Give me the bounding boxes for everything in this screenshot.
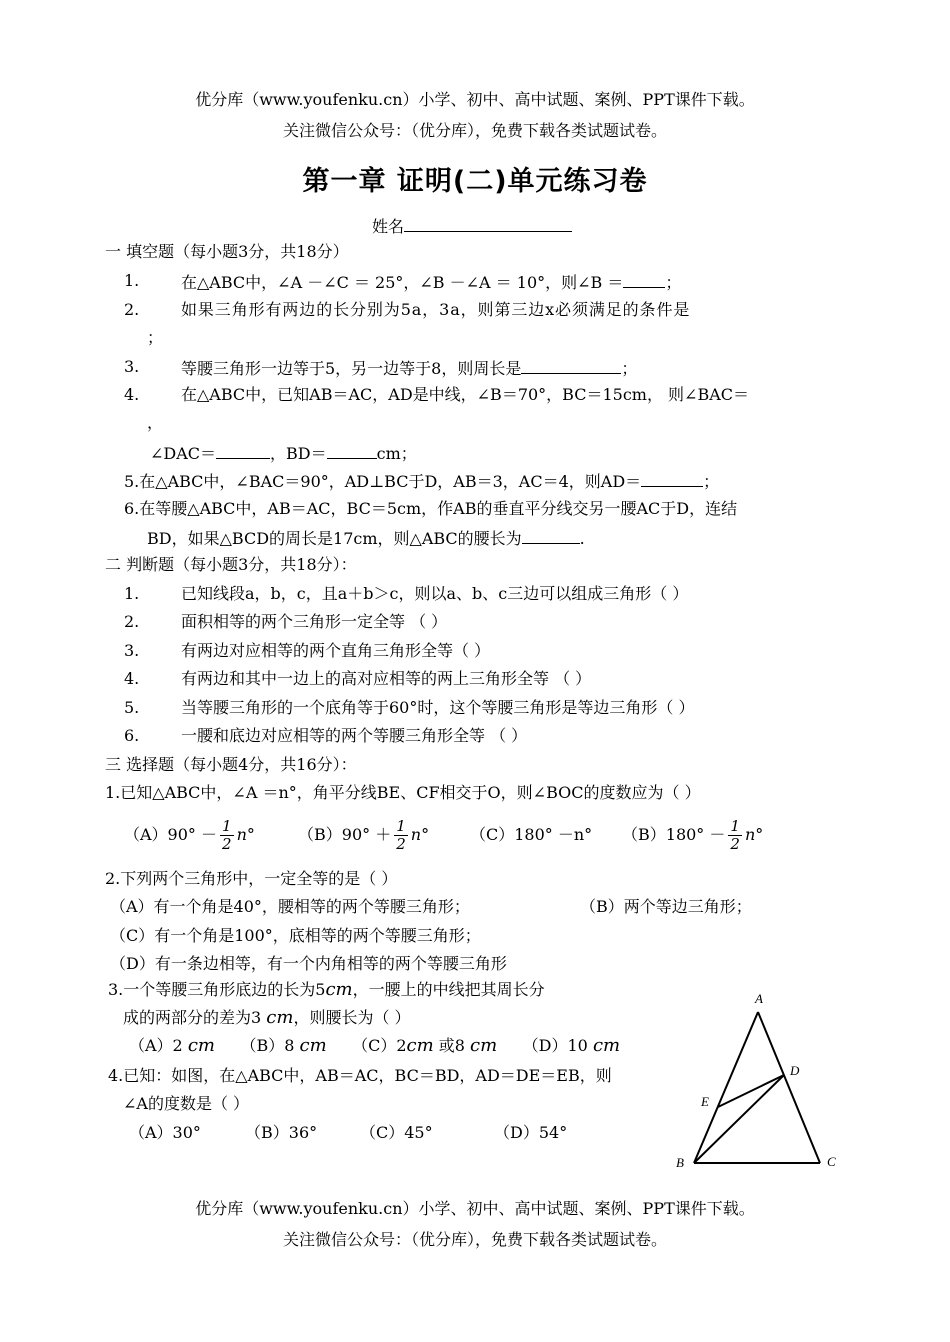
unit-cm: cm bbox=[187, 1035, 215, 1056]
unit-cm: cm bbox=[470, 1035, 498, 1056]
label-d: D bbox=[790, 1063, 800, 1078]
s3-q4-option-b: （B）36° bbox=[245, 1123, 318, 1142]
s3-q2-stem: 2.下列两个三角形中，一定全等的是（ ） bbox=[105, 869, 398, 888]
footer-line-2: 关注微信公众号：（优分库），免费下载各类试题试卷。 bbox=[282, 1230, 667, 1249]
unit-cm: cm bbox=[325, 979, 353, 1000]
s3-q3-line2 bbox=[123, 1006, 411, 1030]
s3-q3-stem-b: ，一腰上的中线把其周长分 bbox=[352, 980, 545, 999]
s1-q5 bbox=[124, 470, 719, 492]
unit-cm: cm bbox=[406, 1035, 434, 1056]
s2-item-1-text: 已知线段a，b，c，且a＋b＞c，则以a、b、c三边可以组成三角形（ ） bbox=[181, 584, 689, 603]
label-b: B bbox=[676, 1155, 684, 1170]
s1-q4-dac-blank bbox=[216, 442, 270, 459]
s3-q1-option-c: （C）180° －n° bbox=[470, 825, 593, 844]
unit-cm: cm bbox=[299, 1035, 327, 1056]
section3-heading: 三 选择题（每小题4分，共16分）： bbox=[105, 755, 357, 774]
s3-q4-option-a: （A）30° bbox=[129, 1123, 201, 1142]
s1-q4-bd-blank bbox=[327, 442, 377, 459]
section2-heading: 二 判断题（每小题3分，共18分）： bbox=[105, 555, 357, 574]
label-c: C bbox=[827, 1154, 836, 1169]
s1-q1 bbox=[181, 271, 681, 293]
s2-item-3-number: 3. bbox=[124, 641, 140, 660]
name-label: 姓名 bbox=[372, 217, 405, 236]
s1-q5-text: 5.在△ABC中，∠BAC＝90°，AD⊥BC于D，AB＝3，AC＝4，则AD＝ bbox=[124, 472, 642, 491]
side-ab bbox=[694, 1012, 758, 1163]
s3-q1-opt-a-prefix: （A）90° － bbox=[124, 825, 218, 844]
s2-item-3-text: 有两边对应相等的两个直角三角形全等（ ） bbox=[181, 641, 491, 660]
segment-bd bbox=[694, 1075, 784, 1163]
s2-item-5-text: 当等腰三角形的一个底角等于60°时，这个等腰三角形是等边三角形（ ） bbox=[181, 698, 695, 717]
s3-q3-options bbox=[129, 1034, 620, 1058]
s3-q2-option-c: （C）有一个角是100°，底相等的两个等腰三角形； bbox=[110, 926, 481, 945]
degree-sign: ° bbox=[246, 825, 255, 844]
s3-q2-option-b: （B）两个等边三角形； bbox=[580, 897, 752, 916]
s1-q5-blank bbox=[641, 470, 703, 487]
s1-q4-unit: cm； bbox=[376, 444, 417, 463]
s2-item-6-number: 6. bbox=[124, 726, 140, 745]
s2-item-2-text: 面积相等的两个三角形一定全等 （ ） bbox=[181, 612, 448, 631]
s1-q6-line2 bbox=[147, 527, 585, 549]
s3-q1-option-b bbox=[298, 813, 429, 857]
s3-q4-option-c: （C）45° bbox=[360, 1123, 433, 1142]
s1-q6-line2-text: BD，如果△BCD的周长是17cm，则△ABC的腰长为 bbox=[147, 529, 522, 548]
s3-q3-opt-b: （B）8 bbox=[240, 1036, 295, 1055]
s2-item-4-text: 有两边和其中一边上的高对应相等的两上三角形全等 （ ） bbox=[181, 669, 592, 688]
s2-item-1-number: 1. bbox=[124, 584, 140, 603]
s1-q4-number: 4. bbox=[124, 385, 140, 404]
s1-q4-line2 bbox=[150, 442, 417, 464]
s2-item-2-number: 2. bbox=[124, 612, 140, 631]
var-n: n bbox=[410, 825, 422, 844]
page-title: 第一章 证明(二)单元练习卷 bbox=[302, 166, 648, 197]
s1-q5-end: ； bbox=[703, 472, 720, 491]
fraction-denominator: 2 bbox=[222, 835, 232, 853]
s1-q1-end: ； bbox=[665, 273, 682, 292]
fraction-denominator: 2 bbox=[396, 835, 406, 853]
footer-line-1: 优分库（www.youfenku.cn）小学、初中、高中试题、案例、PPT课件下载。 bbox=[195, 1199, 755, 1218]
var-n: n bbox=[744, 825, 756, 844]
s1-q6-end: . bbox=[579, 529, 585, 548]
s3-q3-line2-b: ，则腰长为（ ） bbox=[293, 1008, 411, 1027]
s1-q3 bbox=[181, 357, 637, 379]
s1-q3-blank bbox=[521, 357, 621, 374]
s1-q4-cont: ， bbox=[147, 413, 164, 432]
fraction-half bbox=[728, 818, 742, 853]
s3-q1-opt-d-prefix: （B）180° － bbox=[622, 825, 726, 844]
s2-item-4-number: 4. bbox=[124, 669, 140, 688]
fraction-numerator: 1 bbox=[222, 817, 232, 835]
s1-q1-number: 1. bbox=[124, 271, 140, 290]
s1-q3-text: 等腰三角形一边等于5，另一边等于8，则周长是 bbox=[181, 359, 522, 378]
s3-q4-option-d: （D）54° bbox=[494, 1123, 568, 1142]
s3-q3-stem-a: 3.一个等腰三角形底边的长为5 bbox=[108, 980, 326, 999]
label-e: E bbox=[701, 1094, 709, 1109]
degree-sign: ° bbox=[755, 825, 764, 844]
s3-q1-option-d bbox=[622, 813, 763, 857]
header-line-2: 关注微信公众号：（优分库），免费下载各类试题试卷。 bbox=[282, 121, 667, 140]
s3-q1-stem: 1.已知△ABC中，∠A ＝n°，角平分线BE、CF相交于O，则∠BOC的度数应为（ ） bbox=[105, 783, 701, 802]
s1-q1-blank bbox=[623, 271, 665, 288]
fraction-numerator: 1 bbox=[730, 817, 740, 835]
s2-item-6-text: 一腰和底边对应相等的两个等腰三角形全等 （ ） bbox=[181, 726, 528, 745]
degree-sign: ° bbox=[421, 825, 430, 844]
s3-q4-line2: ∠A的度数是（ ） bbox=[123, 1094, 250, 1113]
s1-q2-number: 2. bbox=[124, 300, 140, 319]
s1-q4-bd-label: ，BD＝ bbox=[270, 444, 327, 463]
s3-q3-opt-d: （D）10 bbox=[522, 1036, 588, 1055]
s3-q3-opt-c: （C）2 bbox=[352, 1036, 407, 1055]
unit-cm: cm bbox=[266, 1007, 294, 1028]
fraction-denominator: 2 bbox=[730, 835, 740, 853]
name-field bbox=[372, 215, 572, 237]
s1-q6-blank bbox=[522, 527, 580, 544]
s2-item-5-number: 5. bbox=[124, 698, 140, 717]
s1-q4-text: 在△ABC中，已知AB＝AC，AD是中线，∠B＝70°，BC＝15cm， 则∠BAC＝ bbox=[181, 385, 750, 404]
section1-heading: 一 填空题（每小题3分，共18分） bbox=[105, 242, 349, 261]
side-ac bbox=[758, 1012, 820, 1163]
s3-q2-option-d: （D）有一条边相等，有一个内角相等的两个等腰三角形 bbox=[110, 954, 507, 973]
s1-q3-end: ； bbox=[621, 359, 638, 378]
s1-q6-text: 6.在等腰△ABC中，AB＝AC，BC＝5cm，作AB的垂直平分线交另一腰AC于D，连结 bbox=[124, 499, 738, 518]
s3-q4-stem: 4.已知：如图，在△ABC中，AB＝AC，BC＝BD，AD＝DE＝EB，则 bbox=[108, 1066, 612, 1085]
fraction-half bbox=[220, 818, 234, 853]
s3-q3-line2-a: 成的两部分的差为3 bbox=[123, 1008, 262, 1027]
fraction-numerator: 1 bbox=[396, 817, 406, 835]
s3-q1-option-a bbox=[124, 813, 255, 857]
header-line-1: 优分库（www.youfenku.cn）小学、初中、高中试题、案例、PPT课件下载。 bbox=[195, 90, 755, 109]
segment-de bbox=[718, 1075, 784, 1107]
s1-q4-dac-label: ∠DAC＝ bbox=[150, 444, 217, 463]
s3-q3-stem bbox=[108, 978, 545, 1002]
fraction-half bbox=[394, 818, 408, 853]
s1-q1-text: 在△ABC中，∠A －∠C ＝ 25°，∠B －∠A ＝ 10°，则∠B ＝ bbox=[181, 273, 624, 292]
s3-q3-opt-a: （A）2 bbox=[129, 1036, 183, 1055]
unit-cm: cm bbox=[592, 1035, 621, 1056]
s3-q1-opt-b-prefix: （B）90° ＋ bbox=[298, 825, 392, 844]
triangle-figure bbox=[670, 985, 855, 1175]
s1-q3-number: 3. bbox=[124, 357, 140, 376]
s3-q3-or: 或8 bbox=[438, 1036, 465, 1055]
s3-q2-option-a: （A）有一个角是40°，腰相等的两个等腰三角形； bbox=[110, 897, 470, 916]
label-a: A bbox=[755, 991, 763, 1006]
s1-q2-text: 如果三角形有两边的长分别为5a，3a，则第三边x必须满足的条件是 bbox=[181, 300, 691, 319]
var-n: n bbox=[236, 825, 247, 844]
name-blank bbox=[404, 215, 572, 232]
s1-q2-cont: ； bbox=[147, 328, 164, 347]
